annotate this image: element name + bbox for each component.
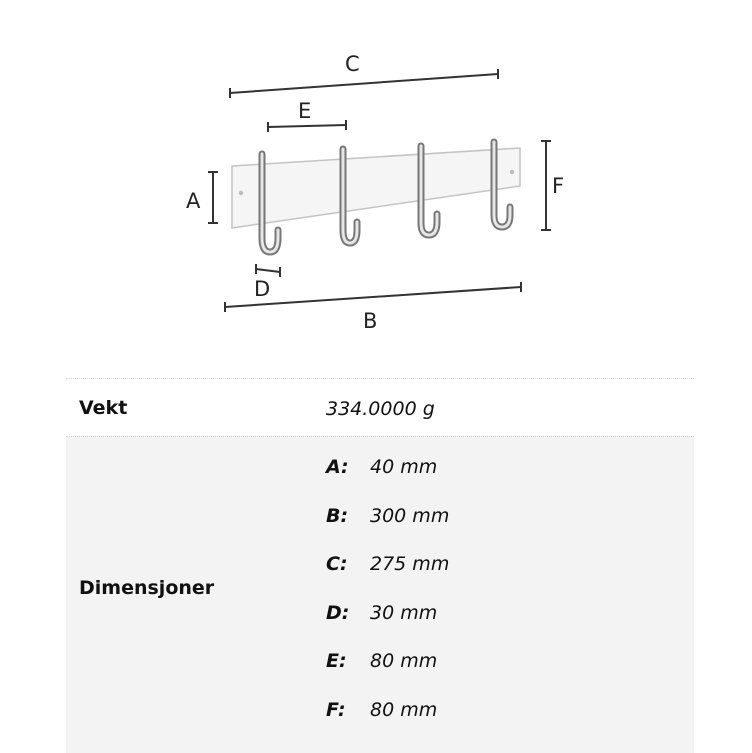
dimension-key: D:	[326, 602, 350, 624]
dimension-d	[326, 602, 437, 624]
dimension-b	[326, 505, 449, 527]
label-b: B	[363, 309, 378, 333]
dimension-value: 30 mm	[370, 602, 438, 624]
label-d: D	[254, 277, 271, 301]
product-dimension-diagram	[0, 0, 752, 360]
weight-value: 334.0000 g	[326, 398, 435, 420]
weight-row	[66, 378, 694, 437]
dimension-c	[326, 553, 449, 575]
dimension-value: 80 mm	[370, 699, 438, 721]
label-f: F	[552, 174, 565, 198]
dimension-value: 40 mm	[370, 456, 438, 478]
dimension-value: 300 mm	[370, 505, 450, 527]
dimension-key: C:	[326, 553, 348, 575]
dimension-value: 80 mm	[370, 650, 438, 672]
dimension-line-a	[208, 172, 218, 223]
rail-plate	[232, 148, 520, 228]
rail-screw-left	[239, 191, 243, 195]
label-a: A	[186, 189, 201, 213]
label-c: C	[345, 52, 360, 76]
dimension-line-d	[256, 264, 280, 277]
dimensions-row	[66, 436, 694, 753]
dimension-key: F:	[326, 699, 346, 721]
label-e: E	[298, 99, 312, 123]
specifications-table	[66, 378, 694, 752]
dimension-key: A:	[326, 456, 349, 478]
rail-screw-right	[510, 170, 514, 174]
dimension-f	[326, 699, 437, 721]
dimension-line-f	[541, 141, 551, 230]
dimension-a	[326, 456, 437, 478]
dimension-key: E:	[326, 650, 347, 672]
dimension-value: 275 mm	[370, 553, 450, 575]
dimensions-label: Dimensjoner	[79, 577, 215, 599]
weight-label: Vekt	[79, 397, 128, 419]
dimension-e	[326, 650, 437, 672]
dimension-key: B:	[326, 505, 349, 527]
dimension-line-c	[230, 69, 498, 98]
